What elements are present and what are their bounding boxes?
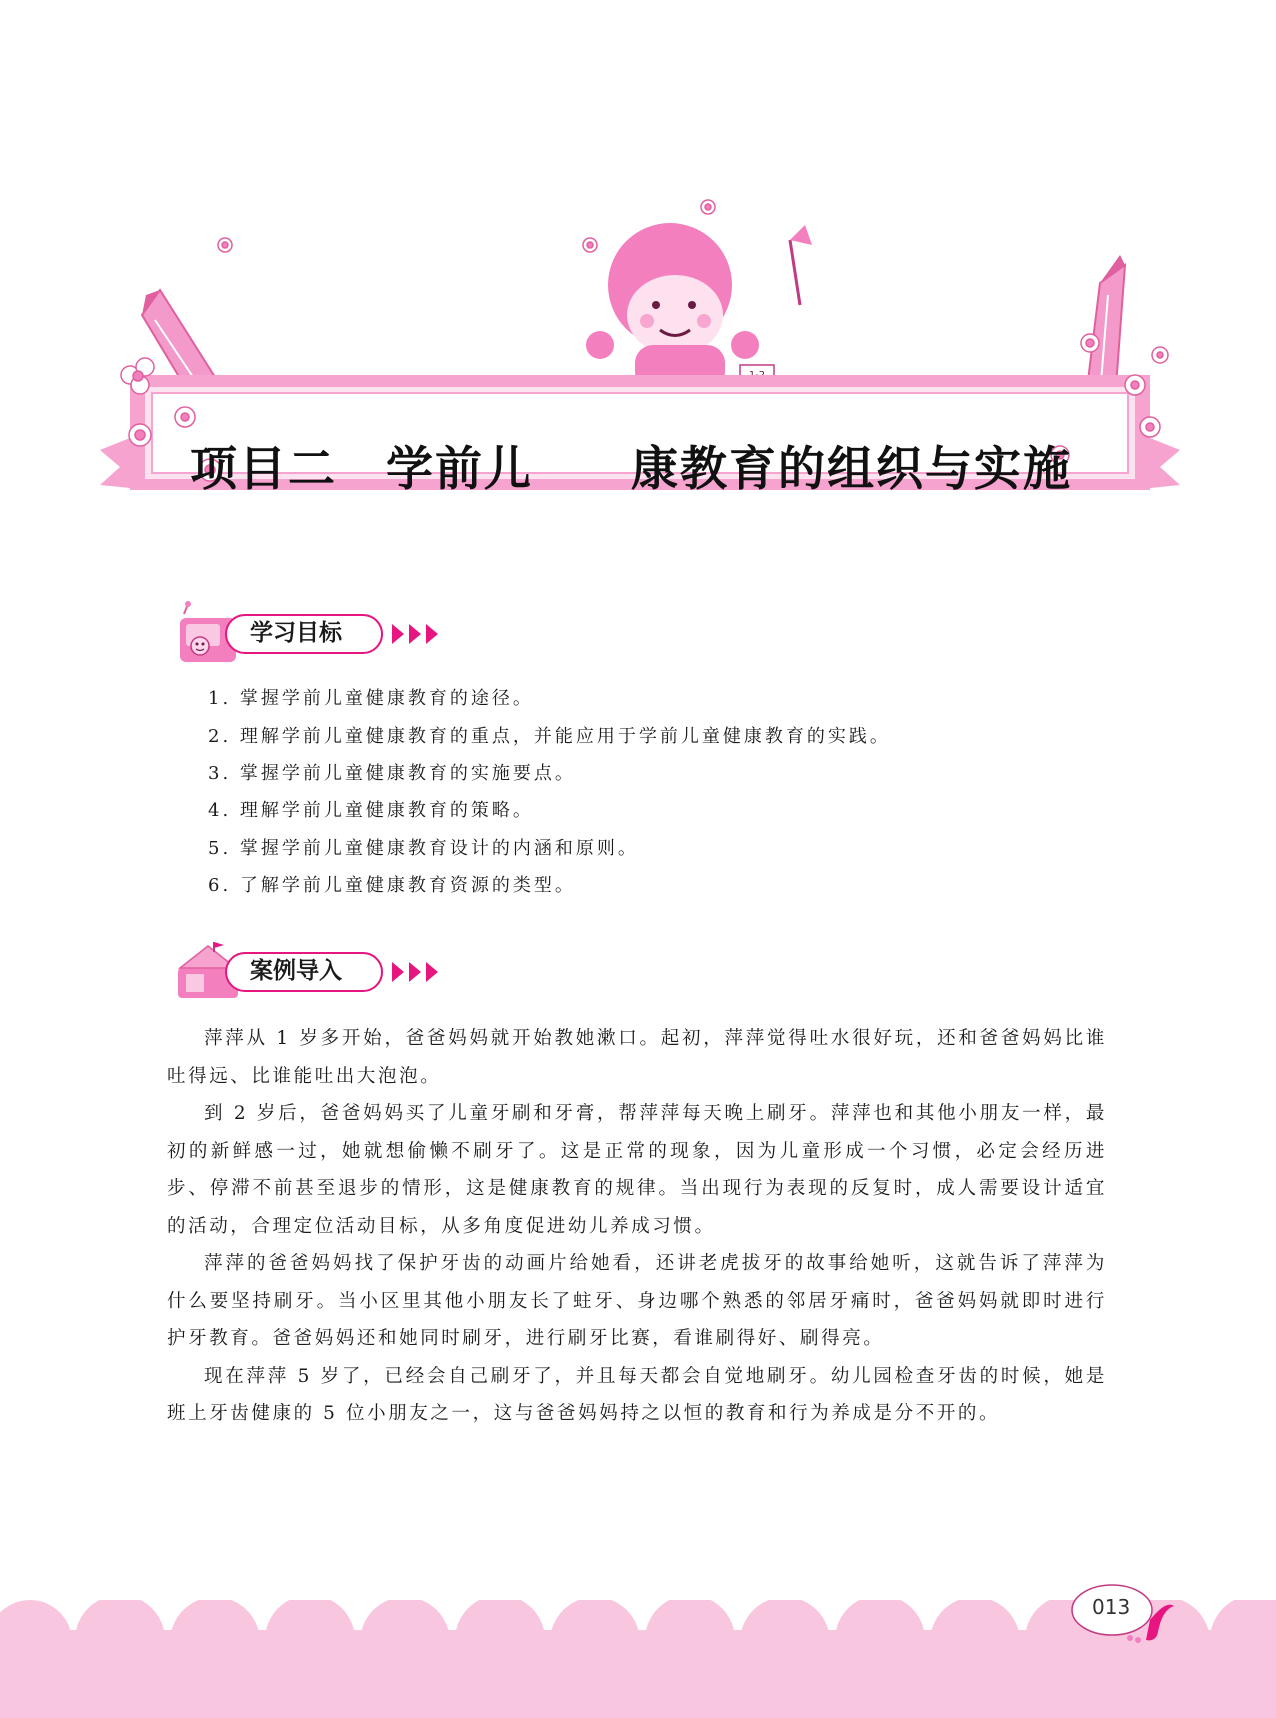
girl-mascot-icon xyxy=(586,223,812,390)
case-paragraph: 现在萍萍 5 岁了，已经会自己刷牙了，并且每天都会自觉地刷牙。幼儿园检查牙齿的时候，她是班上牙齿健康的 5 位小朋友之一，这与爸爸妈妈持之以恒的教育和行为养成是分不开的。 xyxy=(167,1365,1107,1424)
objective-item: 1. 掌握学前儿童健康教育的途径。 xyxy=(208,688,534,709)
case-paragraph: 到 2 岁后，爸爸妈妈买了儿童牙刷和牙膏，帮萍萍每天晚上刷牙。萍萍也和其他小朋友一样，最初的新鲜感一过，她就想偷懒不刷牙了。这是正常的现象，因为儿童形成一个习惯，必定会经历进步、停滞不前甚至退步的情形，这是健康教育的规律。当出现行为表现的反复时，成人需要设计适宜的活动，合理定位活动目标，从多角度促进幼儿养成习惯。 xyxy=(167,1103,1107,1237)
objective-item: 6. 了解学前儿童健康教育资源的类型。 xyxy=(208,875,576,896)
title-banner-illustration xyxy=(100,195,1180,555)
case-label: 案例导入 xyxy=(250,958,342,984)
objectives-label: 学习目标 xyxy=(250,620,342,646)
objectives-header xyxy=(170,600,430,670)
objective-item: 2. 理解学前儿童健康教育的重点，并能应用于学前儿童健康教育的实践。 xyxy=(208,726,891,747)
case-text xyxy=(167,1020,1107,1433)
case-paragraph: 萍萍从 1 岁多开始，爸爸妈妈就开始教她漱口。起初，萍萍觉得吐水很好玩，还和爸爸妈妈比谁吐得远、比谁能吐出大泡泡。 xyxy=(167,1028,1107,1087)
case-header xyxy=(170,938,430,1008)
triple-arrow-icon xyxy=(392,960,442,984)
objective-item: 4. 理解学前儿童健康教育的策略。 xyxy=(208,800,534,821)
triple-arrow-icon xyxy=(392,622,442,646)
page-number: 013 xyxy=(1092,1595,1131,1619)
objective-item: 5. 掌握学前儿童健康教育设计的内涵和原则。 xyxy=(208,838,639,859)
objective-item: 3. 掌握学前儿童健康教育的实施要点。 xyxy=(208,763,576,784)
case-paragraph: 萍萍的爸爸妈妈找了保护牙齿的动画片给她看，还讲老虎拔牙的故事给她听，这就告诉了萍萍为什么要坚持刷牙。当小区里其他小朋友长了蛀牙、身边哪个熟悉的邻居牙痛时，爸爸妈妈就即时进行护牙教育。爸爸妈妈还和她同时刷牙，进行刷牙比赛，看谁刷得好、刷得亮。 xyxy=(167,1253,1107,1349)
chapter-title: 项目二 学前儿 康教育的组织与实施 xyxy=(190,442,1072,497)
